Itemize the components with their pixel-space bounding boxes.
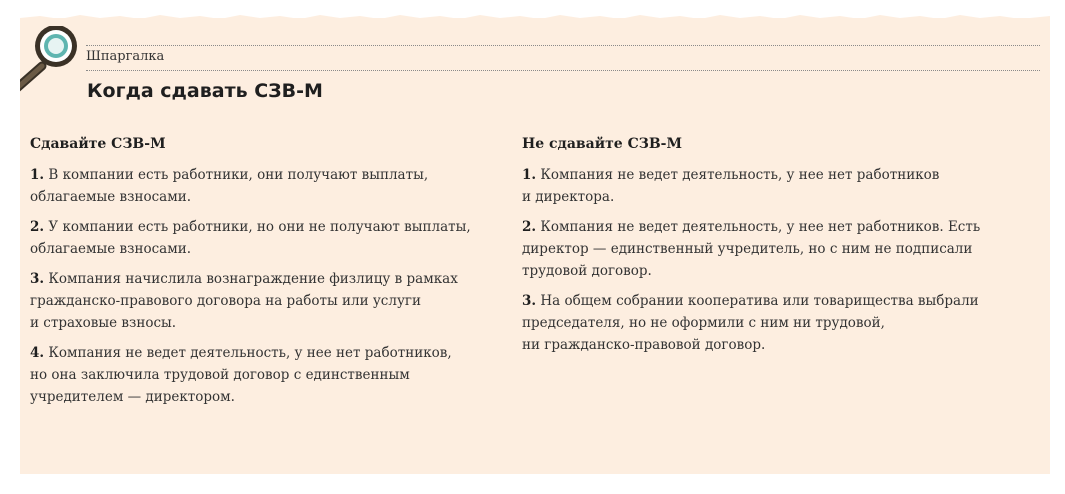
list-item-line bbox=[522, 216, 1022, 238]
list-item-line bbox=[522, 260, 1022, 282]
list-item-line bbox=[30, 164, 500, 186]
list-item-line bbox=[522, 312, 1022, 334]
list-item bbox=[30, 216, 500, 260]
list-item bbox=[30, 268, 500, 334]
list-item-line bbox=[522, 186, 1022, 208]
list-item-line bbox=[522, 334, 1022, 356]
list-item-text: Компания не ведет деятельность, у нее нет работников bbox=[540, 167, 940, 183]
list-item-line bbox=[30, 216, 500, 238]
list-item-text: и страховые взносы. bbox=[30, 315, 177, 331]
list-item-text: В компании есть работники, они получают выплаты, bbox=[48, 167, 429, 183]
column-submit bbox=[30, 136, 500, 416]
list-item-text: ни гражданско-правовой договор. bbox=[522, 337, 766, 353]
label-row bbox=[86, 45, 1040, 71]
list-item-text: облагаемые взносами. bbox=[30, 241, 192, 257]
list-item bbox=[30, 164, 500, 208]
list-item-line bbox=[30, 312, 500, 334]
list-item-number: 3. bbox=[30, 271, 45, 287]
list-item-text: Компания начислила вознаграждение физлицу в рамках bbox=[48, 271, 458, 287]
list-item bbox=[522, 290, 1022, 356]
column-do-not-submit bbox=[522, 136, 1022, 364]
list-item bbox=[522, 164, 1022, 208]
list-item bbox=[522, 216, 1022, 282]
list-item-text: и директора. bbox=[522, 189, 615, 205]
list-item-line bbox=[30, 364, 500, 386]
list-item-text: трудовой договор. bbox=[522, 263, 652, 279]
list-item-number: 1. bbox=[30, 167, 45, 183]
list-item-text: но она заключила трудовой договор с единственным bbox=[30, 367, 410, 383]
magnifier-icon bbox=[20, 26, 110, 116]
list-item-text: На общем собрании кооператива или товарищества выбрали bbox=[540, 293, 979, 309]
list-item-text: У компании есть работники, но они не получают выплаты, bbox=[48, 219, 471, 235]
cheat-sheet-card bbox=[20, 18, 1050, 474]
torn-edge bbox=[20, 12, 1050, 24]
list-item-line bbox=[30, 386, 500, 408]
list-item-line bbox=[30, 342, 500, 364]
list-item-number: 3. bbox=[522, 293, 537, 309]
list-item-line bbox=[30, 290, 500, 312]
list-item-text: облагаемые взносами. bbox=[30, 189, 192, 205]
list-item-number: 1. bbox=[522, 167, 537, 183]
list-item-line bbox=[30, 268, 500, 290]
column-heading: Не сдавайте СЗВ-М bbox=[522, 136, 682, 152]
list-item-line bbox=[30, 238, 500, 260]
list-item-number: 2. bbox=[30, 219, 45, 235]
list-item-text: председателя, но не оформили с ним ни трудовой, bbox=[522, 315, 885, 331]
list-item-line bbox=[522, 164, 1022, 186]
list-item-line bbox=[522, 238, 1022, 260]
list-item-number: 4. bbox=[30, 345, 45, 361]
list-item-line bbox=[30, 186, 500, 208]
section-label: Шпаргалка bbox=[86, 49, 165, 64]
column-heading: Сдавайте СЗВ-М bbox=[30, 136, 166, 152]
page-title: Когда сдавать СЗВ-М bbox=[87, 80, 323, 102]
list-item bbox=[30, 342, 500, 408]
list-item-text: учредителем — директором. bbox=[30, 389, 235, 405]
list-item-text: Компания не ведет деятельность, у нее нет работников, bbox=[48, 345, 452, 361]
list-item-text: гражданско-правового договора на работы или услуги bbox=[30, 293, 421, 309]
list-item-text: Компания не ведет деятельность, у нее нет работников. Есть bbox=[540, 219, 981, 235]
list-item-text: директор — единственный учредитель, но с ним не подписали bbox=[522, 241, 973, 257]
list-item-number: 2. bbox=[522, 219, 537, 235]
list-item-line bbox=[522, 290, 1022, 312]
